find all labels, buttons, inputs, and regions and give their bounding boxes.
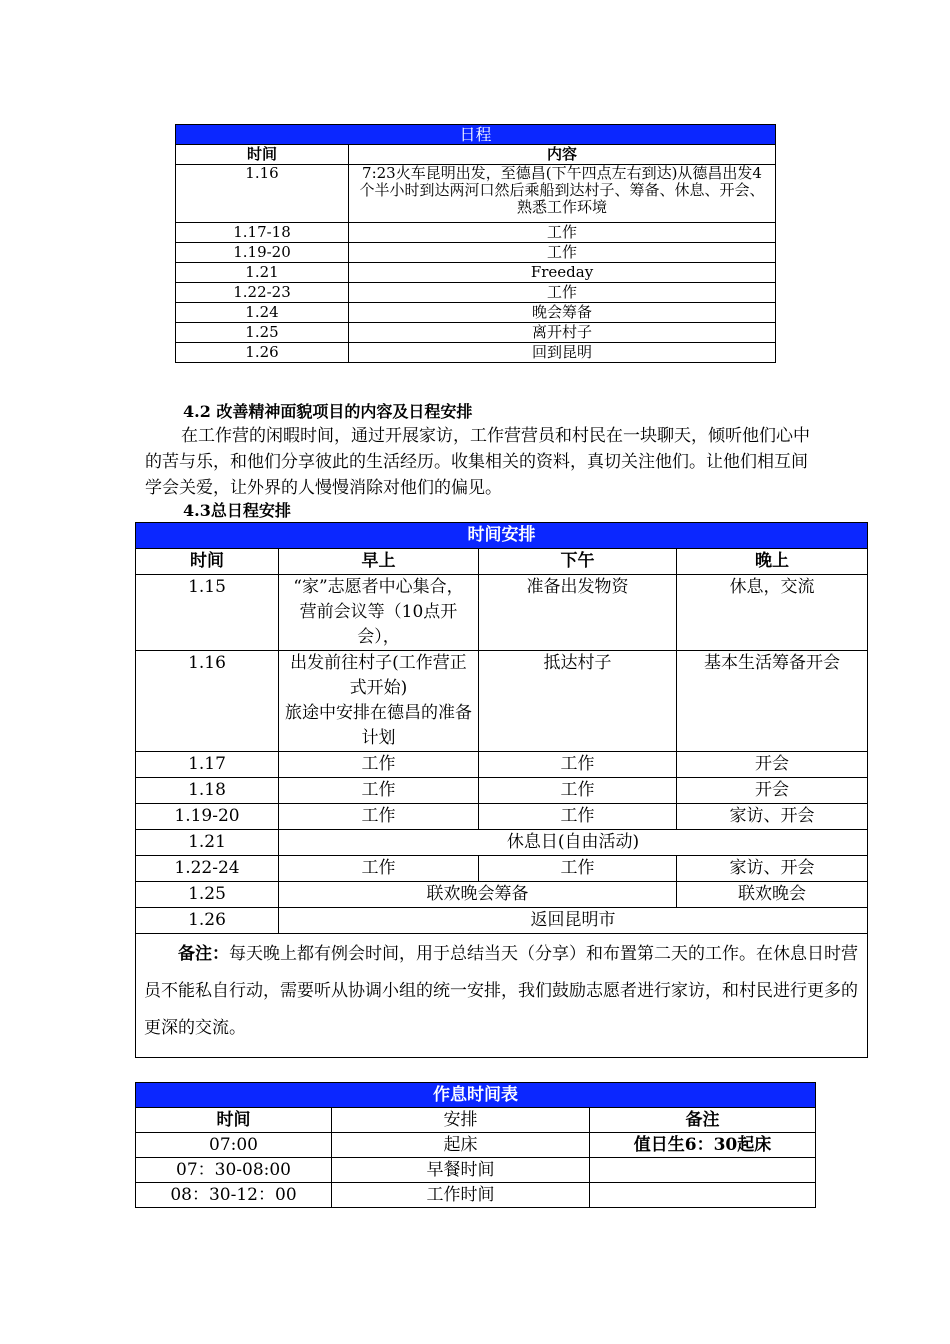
table-cell: 1.25 xyxy=(136,882,279,908)
table-cell xyxy=(590,1158,816,1183)
overall-header-afternoon: 下午 xyxy=(479,549,677,575)
table-cell: 工作 xyxy=(349,223,776,243)
table-cell: 07：30-08:00 xyxy=(136,1158,332,1183)
table-cell: 联欢晚会 xyxy=(677,882,868,908)
table-cell: 1.21 xyxy=(176,263,349,283)
table-cell xyxy=(590,1183,816,1208)
table-cell: 1.26 xyxy=(136,908,279,934)
table-cell: 联欢晚会筹备 xyxy=(279,882,677,908)
table-cell: 开会 xyxy=(677,752,868,778)
overall-header-morning: 早上 xyxy=(279,549,479,575)
table-cell: 工作 xyxy=(349,243,776,263)
table-cell: 1.18 xyxy=(136,778,279,804)
overall-schedule-table xyxy=(135,522,868,1058)
overall-header-time: 时间 xyxy=(136,549,279,575)
rest-title: 作息时间表 xyxy=(136,1083,816,1108)
table-cell: 1.15 xyxy=(136,575,279,651)
table-cell: 工作 xyxy=(479,856,677,882)
table-cell: 1.25 xyxy=(176,323,349,343)
table-cell: 1.24 xyxy=(176,303,349,323)
table-cell: 工作 xyxy=(279,752,479,778)
rest-header-note: 备注 xyxy=(590,1108,816,1133)
schedule-title: 日程 xyxy=(176,125,776,145)
note-label: 备注： xyxy=(178,944,229,964)
table-cell: 休息日(自由活动) xyxy=(279,830,868,856)
schedule-header-time: 时间 xyxy=(176,145,349,165)
table-cell: 早餐时间 xyxy=(332,1158,590,1183)
table-cell: 1.22-23 xyxy=(176,283,349,303)
table-cell: 1.16 xyxy=(136,651,279,752)
table-cell: Freeday xyxy=(349,263,776,283)
section-42-heading: 4.2 改善精神面貌项目的内容及日程安排 xyxy=(183,402,473,421)
table-cell: 工作 xyxy=(479,752,677,778)
rest-header-arrangement: 安排 xyxy=(332,1108,590,1133)
table-cell: “家”志愿者中心集合，营前会议等（10点开会）， xyxy=(279,575,479,651)
table-cell: 1.19-20 xyxy=(176,243,349,263)
table-cell: 工作 xyxy=(279,856,479,882)
table-cell: 工作 xyxy=(279,778,479,804)
cell-line: 旅途中安排在德昌的准备计划 xyxy=(285,703,472,748)
table-cell: 1.19-20 xyxy=(136,804,279,830)
table-cell: 返回昆明市 xyxy=(279,908,868,934)
schedule-header-content: 内容 xyxy=(349,145,776,165)
table-cell: 晚会筹备 xyxy=(349,303,776,323)
section-42-paragraph: 在工作营的闲暇时间，通过开展家访，工作营营员和村民在一块聊天，倾听他们心中的苦与乐，和他们分享彼此的生活经历。收集相关的资料，真切关注他们。让他们相互间学会关爱，让外界的人慢慢消除对他们的偏见。 xyxy=(145,426,810,498)
table-cell: 抵达村子 xyxy=(479,651,677,752)
table-cell: 值日生6：30起床 xyxy=(590,1133,816,1158)
table-cell: 家访、开会 xyxy=(677,856,868,882)
table-cell: 7:23火车昆明出发，至德昌(下午四点左右到达)从德昌出发4个半小时到达两河口然后乘船到达村子、筹备、休息、开会、熟悉工作环境 xyxy=(349,165,776,223)
overall-header-evening: 晚上 xyxy=(677,549,868,575)
table-cell: 工作时间 xyxy=(332,1183,590,1208)
cell-line: 出发前往村子(工作营正式开始) xyxy=(290,653,467,698)
table-cell: 家访、开会 xyxy=(677,804,868,830)
overall-note xyxy=(136,934,868,1058)
table-cell: 离开村子 xyxy=(349,323,776,343)
rest-header-time: 时间 xyxy=(136,1108,332,1133)
table-cell: 起床 xyxy=(332,1133,590,1158)
rest-schedule-table xyxy=(135,1082,816,1208)
table-cell: 回到昆明 xyxy=(349,343,776,363)
table-cell: 工作 xyxy=(479,804,677,830)
table-cell: 基本生活筹备开会 xyxy=(677,651,868,752)
table-cell: 开会 xyxy=(677,778,868,804)
table-cell: 1.22-24 xyxy=(136,856,279,882)
table-cell: 1.17-18 xyxy=(176,223,349,243)
table-cell: 工作 xyxy=(349,283,776,303)
table-cell: 工作 xyxy=(479,778,677,804)
table-cell: 休息，交流 xyxy=(677,575,868,651)
schedule-table xyxy=(175,124,776,363)
table-cell: 1.17 xyxy=(136,752,279,778)
table-cell: 1.16 xyxy=(176,165,349,223)
table-cell: 07:00 xyxy=(136,1133,332,1158)
table-cell xyxy=(279,651,479,752)
table-cell: 08：30-12：00 xyxy=(136,1183,332,1208)
section-43-heading: 4.3总日程安排 xyxy=(183,501,291,520)
table-cell: 1.21 xyxy=(136,830,279,856)
overall-title: 时间安排 xyxy=(136,523,868,549)
table-cell: 1.26 xyxy=(176,343,349,363)
note-text: 每天晚上都有例会时间，用于总结当天（分享）和布置第二天的工作。在休息日时营员不能私自行动，需要听从协调小组的统一安排，我们鼓励志愿者进行家访，和村民进行更多的更深的交流。 xyxy=(144,944,858,1038)
table-cell: 工作 xyxy=(279,804,479,830)
table-cell: 准备出发物资 xyxy=(479,575,677,651)
